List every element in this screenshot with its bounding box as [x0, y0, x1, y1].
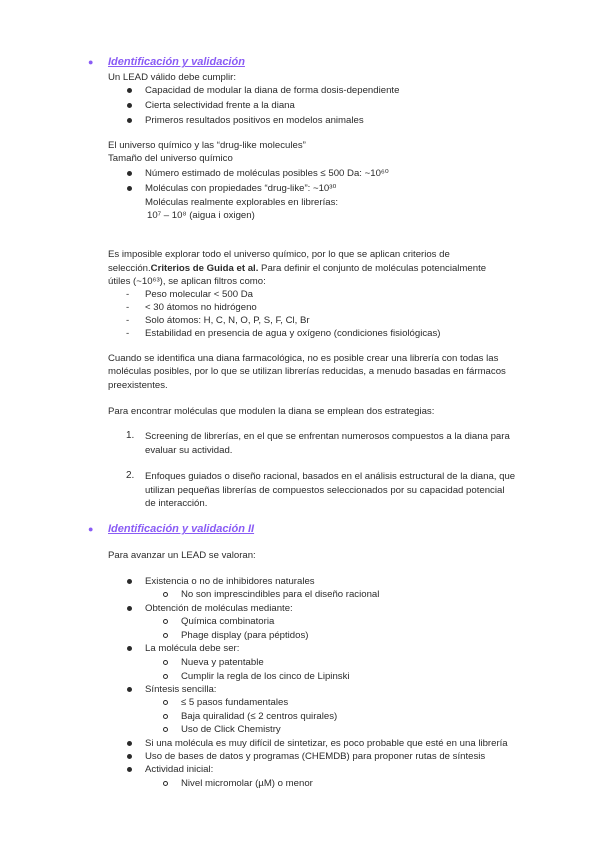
bullet-ring — [163, 727, 168, 732]
bullet-dot — [127, 118, 132, 123]
dash-bullet: - — [126, 302, 130, 313]
list-item: Síntesis sencilla: — [145, 684, 217, 695]
sub-item: Baja quiralidad (≤ 2 centros quirales) — [181, 711, 338, 722]
bullet-ring — [163, 619, 168, 624]
list-item: Actividad inicial: — [145, 764, 214, 775]
paragraph-line — [108, 263, 486, 274]
bullet-dot — [127, 646, 132, 651]
bullet-dot — [127, 579, 132, 584]
list-item: Existencia o no de inhibidores naturales — [145, 576, 315, 587]
list-item: Número estimado de moléculas posibles ≤ 500 Da: ~10⁶⁰ — [145, 168, 389, 179]
bullet-dot — [127, 186, 132, 191]
heading-bullet: ● — [88, 57, 94, 67]
list-item: Primeros resultados positivos en modelos animales — [145, 115, 364, 126]
section-heading: Identificación y validación II — [108, 523, 255, 535]
text-run: selección. — [108, 263, 151, 274]
strategy-line: Screening de librerías, en el que se enfrentan numerosos compuestos a la diana para — [145, 431, 510, 442]
universe-size: Tamaño del universo químico — [108, 153, 233, 164]
paragraph-line: preexistentes. — [108, 380, 168, 391]
explorable-value: 10⁷ – 10⁸ (aigua i oxigen) — [147, 210, 255, 221]
dash-bullet: - — [126, 289, 130, 300]
sub-item: Química combinatoria — [181, 616, 275, 627]
explorable-label: Moléculas realmente explorables en librerías: — [145, 197, 339, 208]
paragraph-line: Es imposible explorar todo el universo químico, por lo que se aplican criterios de — [108, 249, 450, 260]
bullet-ring — [163, 592, 168, 597]
sub-item: Nueva y patentable — [181, 657, 264, 668]
strategy-line: Enfoques guiados o diseño racional, basados en el análisis estructural de la diana, que — [145, 471, 516, 482]
bullet-dot — [127, 767, 132, 772]
filter-item: Estabilidad en presencia de agua y oxígeno (condiciones fisiológicas) — [145, 328, 441, 339]
bullet-dot — [127, 741, 132, 746]
dash-bullet: - — [126, 315, 130, 326]
list-item: Uso de bases de datos y programas (CHEMDB) para proponer rutas de síntesis — [145, 751, 486, 762]
bullet-ring — [163, 660, 168, 665]
dash-bullet: - — [126, 328, 130, 339]
bullet-ring — [163, 781, 168, 786]
list-number: 2. — [126, 470, 135, 481]
sub-item: Nivel micromolar (µM) o menor — [181, 778, 313, 789]
bullet-dot — [127, 687, 132, 692]
sub-item: Phage display (para péptidos) — [181, 630, 309, 641]
filter-item: Solo átomos: H, C, N, O, P, S, F, Cl, Br — [145, 315, 310, 326]
section-heading: Identificación y validación — [108, 56, 245, 68]
sub-item: Cumplir la regla de los cinco de Lipinski — [181, 671, 350, 682]
bullet-dot — [127, 606, 132, 611]
bold-citation: Criterios de Guida et al. — [150, 263, 259, 274]
list-item: La molécula debe ser: — [145, 643, 240, 654]
bullet-ring — [163, 674, 168, 679]
bullet-dot — [127, 171, 132, 176]
sub-item: ≤ 5 pasos fundamentales — [181, 697, 289, 708]
universe-title: El universo químico y las “drug-like molecules” — [108, 140, 306, 151]
paragraph-line: moléculas posibles, por lo que se utilizan librerías reducidas, a menudo basadas en fármacos — [108, 366, 506, 377]
lead-intro: Un LEAD válido debe cumplir: — [108, 72, 236, 83]
bullet-dot — [127, 88, 132, 93]
filter-item: Peso molecular < 500 Da — [145, 289, 253, 300]
bullet-dot — [127, 103, 132, 108]
sub-item: No son imprescindibles para el diseño racional — [181, 589, 380, 600]
list-item: Obtención de moléculas mediante: — [145, 603, 293, 614]
strategy-line: utilizan pequeñas librerías de compuestos seleccionados por su capacidad potencial — [145, 485, 505, 496]
list-item: Cierta selectividad frente a la diana — [145, 100, 295, 111]
bullet-ring — [163, 633, 168, 638]
bullet-ring — [163, 700, 168, 705]
paragraph-line: útiles (~10⁶³), se aplican filtros como: — [108, 276, 266, 287]
bullet-ring — [163, 714, 168, 719]
strategy-line: evaluar su actividad. — [145, 445, 233, 456]
bullet-dot — [127, 754, 132, 759]
list-item: Moléculas con propiedades “drug-like”: ~10³⁰ — [145, 183, 337, 194]
sub-item: Uso de Click Chemistry — [181, 724, 281, 735]
list-item: Capacidad de modular la diana de forma dosis-dependiente — [145, 85, 400, 96]
section-intro: Para avanzar un LEAD se valoran: — [108, 550, 256, 561]
heading-bullet: ● — [88, 524, 94, 534]
filter-item: < 30 átomos no hidrógeno — [145, 302, 257, 313]
list-number: 1. — [126, 430, 135, 441]
paragraph-line: Cuando se identifica una diana farmacológica, no es posible crear una librería con todas las — [108, 353, 499, 364]
text-run: Para definir el conjunto de moléculas potencialmente — [258, 263, 487, 274]
strategy-line: de interacción. — [145, 498, 208, 509]
paragraph-line: Para encontrar moléculas que modulen la diana se emplean dos estrategias: — [108, 406, 435, 417]
list-item: Si una molécula es muy difícil de sintetizar, es poco probable que esté en una librería — [145, 738, 508, 749]
